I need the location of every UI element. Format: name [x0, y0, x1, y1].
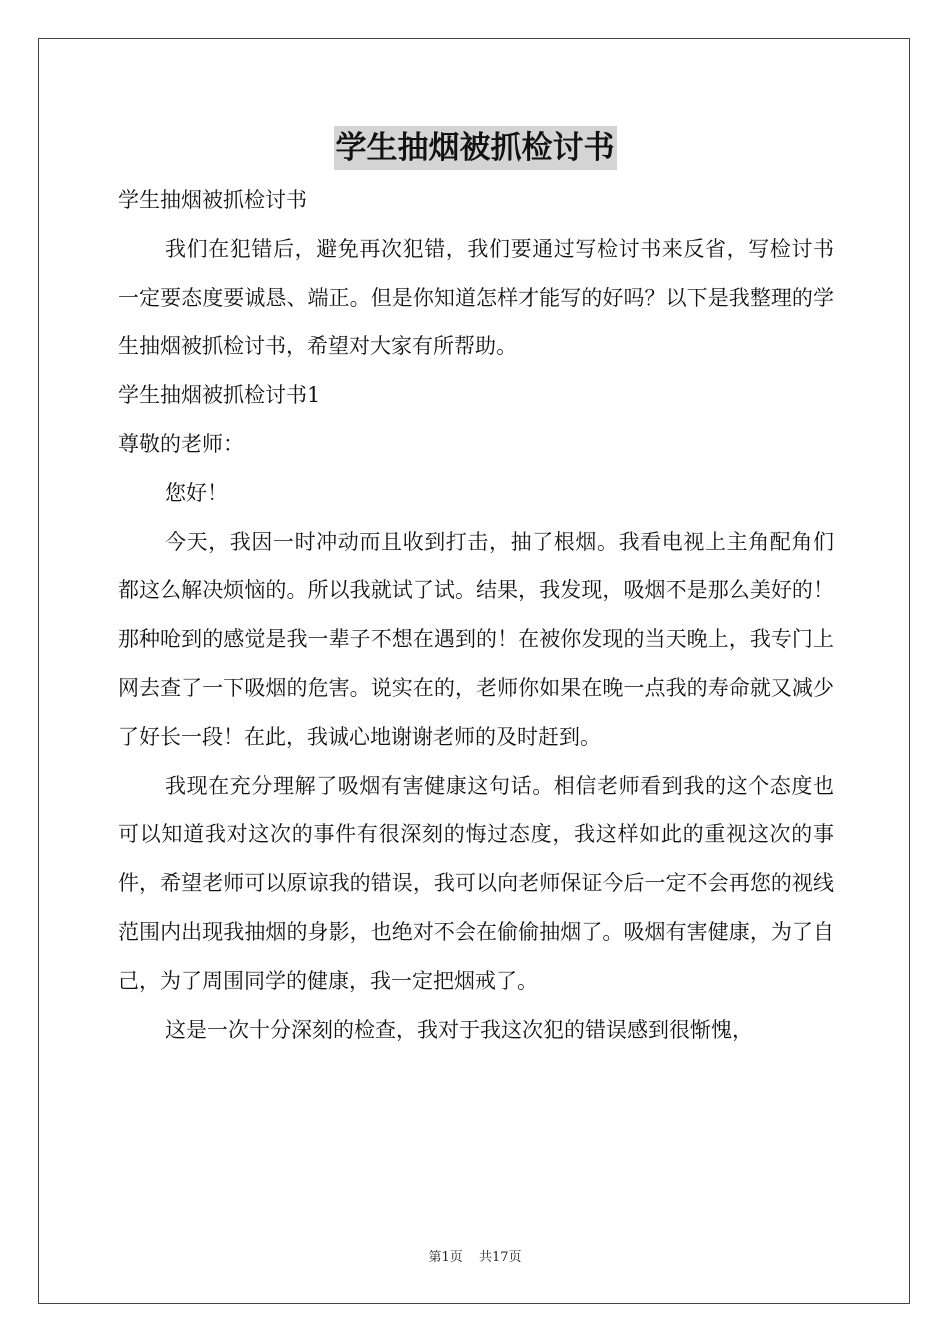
- intro-text: 我们在犯错后，避免再次犯错，我们要通过写检讨书来反省，写检讨书一定要态度要诚恳、端正。但是你知道怎样才能写的好吗？以下是我整理的学生抽烟被抓检讨书，希望对大家有所帮助。: [118, 236, 834, 359]
- document-subtitle: 学生抽烟被抓检讨书: [118, 188, 307, 212]
- salutation: 尊敬的老师：: [118, 431, 244, 456]
- paragraph-text: 这是一次十分深刻的检查，我对于我这次犯的错误感到很惭愧，: [165, 1017, 753, 1042]
- section-heading: 学生抽烟被抓检讨书1: [118, 383, 321, 408]
- page-number: 第1页: [428, 1250, 463, 1265]
- body-paragraph-3: [118, 1006, 834, 1055]
- greeting-text: 您好！: [165, 480, 228, 505]
- paragraph-text: 我现在充分理解了吸烟有害健康这句话。相信老师看到我的这个态度也可以知道我对这次的事件有很深刻的悔过态度，我这样如此的重视这次的事件，希望老师可以原谅我的错误，我可以向老师保证今后一定不会再您的视线范围内出现我抽烟的身影，也绝对不会在偷偷抽烟了。吸烟有害健康，为了自己，为了周围同学的健康，我一定把烟戒了。: [118, 773, 834, 993]
- paragraph-text: 今天，我因一时冲动而且收到打击，抽了根烟。我看电视上主角配角们都这么解决烦恼的。所以我就试了试。结果，我发现，吸烟不是那么美好的！那种呛到的感觉是我一辈子不想在遇到的！在被你发现的当天晚上，我专门上网去查了一下吸烟的危害。说实在的，老师你如果在晚一点我的寿命就又减少了好长一段！在此，我诚心地谢谢老师的及时赶到。: [118, 529, 834, 749]
- document-title: 学生抽烟被抓检讨书: [334, 126, 617, 170]
- page-total: 共17页: [478, 1250, 522, 1265]
- page-footer: [0, 1246, 950, 1265]
- document-body: [118, 176, 834, 1054]
- body-paragraph-2: [118, 762, 834, 1006]
- body-paragraph-1: [118, 518, 834, 762]
- title-container: [0, 126, 950, 170]
- greeting-paragraph: [118, 469, 834, 518]
- intro-paragraph: [118, 225, 834, 371]
